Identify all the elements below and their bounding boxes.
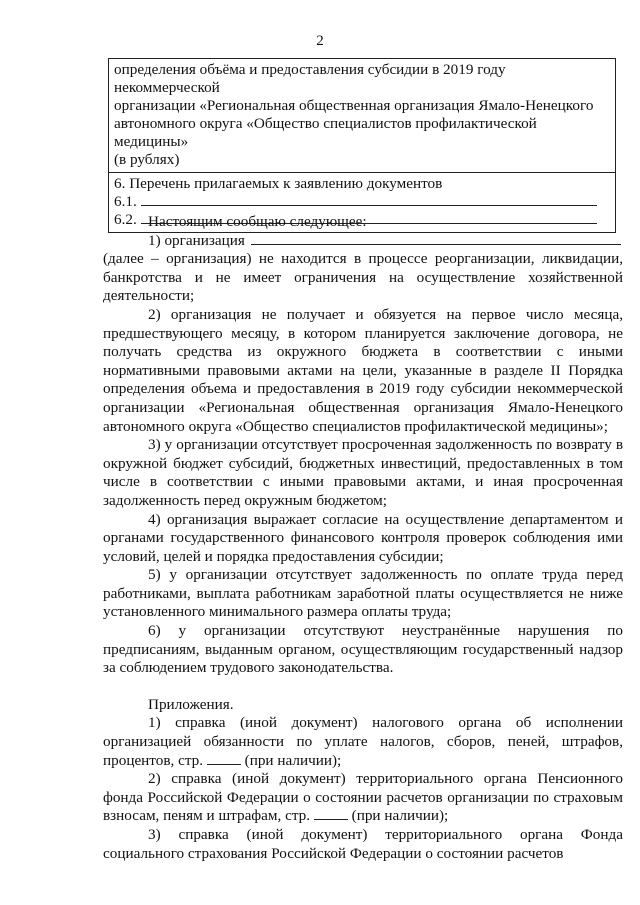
page-number-blank <box>207 753 241 765</box>
document-item <box>114 193 610 211</box>
item-4-text: 4) организация выражает согласие на осуществление департаментом и органами государственного финансового контроля проверок соблюдения ими условий, целей и порядка предоставления субсидии; <box>103 510 623 565</box>
appendix-title: Приложения. <box>148 695 234 713</box>
documents-title: 6. Перечень прилагаемых к заявлению документов <box>114 175 443 192</box>
appendix-item-2-text: 2) справка (иной документ) территориального органа Пенсионного фонда Российской Федерации о состоянии расчетов организации по страховым взносам, пеням и штрафам, стр. <box>103 770 623 825</box>
appendix-item-1-text: 1) справка (иной документ) налогового органа об исполнении организацией обязанности по уплате налогов, сборов, пеней, штрафов, процентов, стр. <box>103 714 623 769</box>
purpose-line: определения объёма и предоставления субсидии в 2019 году некоммерческой <box>114 61 506 96</box>
page-number: 2 <box>316 33 324 49</box>
item-1-text: (далее – организация) не находится в процессе реорганизации, ликвидации, банкротства и не имеет ограничения на осуществление хозяйственной деятельности; <box>103 250 623 305</box>
table-row-purpose <box>109 59 615 172</box>
page-number-blank <box>314 808 348 820</box>
spacer <box>103 678 623 696</box>
purpose-line: автономного округа «Общество специалистов профилактической медицины» <box>114 115 537 150</box>
document-item-number: 6.1. <box>114 193 137 210</box>
organization-name-blank <box>251 232 621 245</box>
appendix-item-3: 3) справка (иной документ) территориального органа Фонда социального страхования Российской Федерации о состоянии расчетов <box>103 826 623 862</box>
application-table <box>108 58 616 233</box>
intro-text: Настоящим сообщаю следующее: <box>148 213 367 230</box>
declaration-body <box>103 213 623 863</box>
item-5-text: 5) у организации отсутствует задолженность по оплате труда перед работниками, выплата работникам заработной платы осуществляется не ниже установленного минимального размера оплаты труда; <box>103 566 623 621</box>
item-2-text: 2) организация не получает и обязуется на первое число месяца, предшествующего месяцу, в котором планируется заключение договора, не получать средства из окружного бюджета в соответствии с иными нормативными правовыми актами на цели, указанные в разделе II Порядка определения объема и предоставления в 2019 году субсидии некоммерческой организации «Региональная общественная организация Ямало-Ненецкого автономного округа «Общество специалистов профилактической медицины»; <box>103 305 623 435</box>
document-item-number: 6.2. <box>114 211 137 228</box>
purpose-line: организации «Региональная общественная организация Ямало-Ненецкого <box>114 97 594 114</box>
purpose-line: (в рублях) <box>114 151 180 168</box>
appendix-item-2-note: (при наличии); <box>351 807 449 825</box>
item-1-header <box>103 232 623 251</box>
document-item-blank <box>141 193 597 206</box>
item-6-text: 6) у организации отсутствуют неустранённые нарушения по предписаниям, выданным органом, осуществляющим государственный надзор за соблюдением трудового законодательства. <box>103 622 623 677</box>
item-3-text: 3) у организации отсутствует просроченная задолженность по возврату в окружной бюджет субсидий, бюджетных инвестиций, предоставленных в том числе в соответствии с иными правовыми актами, и иная просроченная задолженность перед окружным бюджетом; <box>103 436 623 509</box>
item-1-label: 1) организация <box>148 231 245 249</box>
appendix-item-1 <box>103 714 623 770</box>
appendix-item-1-note: (при наличии); <box>244 751 342 769</box>
appendix-item-2 <box>103 770 623 826</box>
